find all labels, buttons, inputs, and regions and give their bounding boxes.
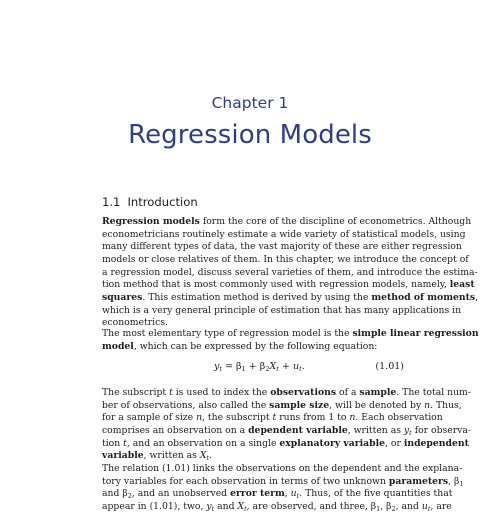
text-line: ber of observations, also called the sample size, will be denoted by n. Thus,	[102, 399, 462, 411]
text-line: variable, written as $X_t$.	[102, 450, 212, 463]
term-bold: dependent variable	[248, 424, 348, 436]
term-bold: Regression models	[102, 216, 200, 227]
equation-body: $y_t = \beta_1 + \beta_2X_t + u_t$.	[214, 361, 305, 373]
text-run: ,	[475, 291, 479, 303]
term-bold: variable	[102, 450, 144, 462]
term-bold: method of moments	[371, 291, 476, 303]
paragraph-subscripts	[102, 387, 472, 463]
text-line: which is a very general principle of estimation that has many applications in	[102, 304, 462, 316]
text-run: tion method that is most commonly used with regression models, namely,	[102, 279, 450, 291]
term-bold: independent	[403, 437, 469, 449]
text-line: and $\beta_2$, and an unobserved error term, $u_t$. Thus, of the five quantities that	[102, 488, 453, 501]
term-bold: error term	[230, 488, 285, 500]
text-line: The subscript t is used to index the observations of a sample. The total num-	[102, 387, 471, 398]
text-line: appear in (1.01), two, $y_t$ and $X_t$, are observed, and three, $\beta_1$, $\beta_2$, and $u_t$, are	[102, 500, 452, 513]
text-line: tion t, and an observation on a single explanatory variable, or independent	[102, 437, 469, 449]
term-bold: parameters	[388, 475, 449, 487]
term-bold: explanatory variable	[279, 437, 386, 449]
term-bold: least	[449, 279, 475, 291]
section-heading	[102, 195, 198, 209]
term-bold: simple linear regression	[352, 328, 479, 339]
text-line	[102, 341, 404, 354]
text-line: a regression model, discuss several varieties of them, and introduce the estima-	[102, 266, 478, 278]
term-bold: sample	[359, 387, 397, 398]
section-number: 1.1	[102, 195, 121, 209]
text-run: The most elementary type of regression model is the	[102, 328, 353, 339]
text-line: comprises an observation on a dependent variable, written as $y_t$ for observa-	[102, 424, 472, 437]
text-line	[102, 291, 479, 305]
text-run: , which can be expressed by the following equation:	[133, 340, 378, 352]
text-line: many different types of data, the vast majority of these are either regression	[102, 241, 462, 253]
term-bold: observations	[270, 387, 337, 398]
equation-1-01	[102, 361, 404, 375]
text-line	[102, 216, 472, 229]
text-run: . This estimation method is derived by using the	[142, 291, 372, 303]
text-line: models or close relatives of them. In this chapter, we introduce the concept of	[102, 253, 469, 265]
term-bold: model	[102, 340, 134, 352]
chapter-label: Chapter 1	[211, 94, 289, 112]
text-line: The relation (1.01) links the observations on the dependent and the explana-	[102, 463, 463, 474]
text-line: for a sample of size n, the subscript t runs from 1 to n. Each observation	[102, 412, 443, 424]
term-bold: sample size	[269, 399, 330, 411]
text-run: form the core of the discipline of econometrics. Although	[199, 216, 472, 227]
equation-number: (1.01)	[375, 361, 404, 372]
paragraph-simple-model	[102, 328, 479, 353]
text-line	[102, 279, 475, 292]
text-line: econometricians routinely estimate a wide variety of statistical models, using	[102, 228, 466, 240]
text-line: econometrics.	[102, 317, 168, 329]
text-line: tory variables for each observation in terms of two unknown parameters, $\beta_1$	[102, 475, 464, 488]
term-bold: squares	[102, 291, 143, 303]
chapter-title: Regression Models	[128, 120, 372, 150]
section-title: Introduction	[127, 195, 198, 209]
paragraph-introduction	[102, 216, 479, 330]
paragraph-relation	[102, 463, 464, 514]
text-line	[102, 328, 479, 341]
